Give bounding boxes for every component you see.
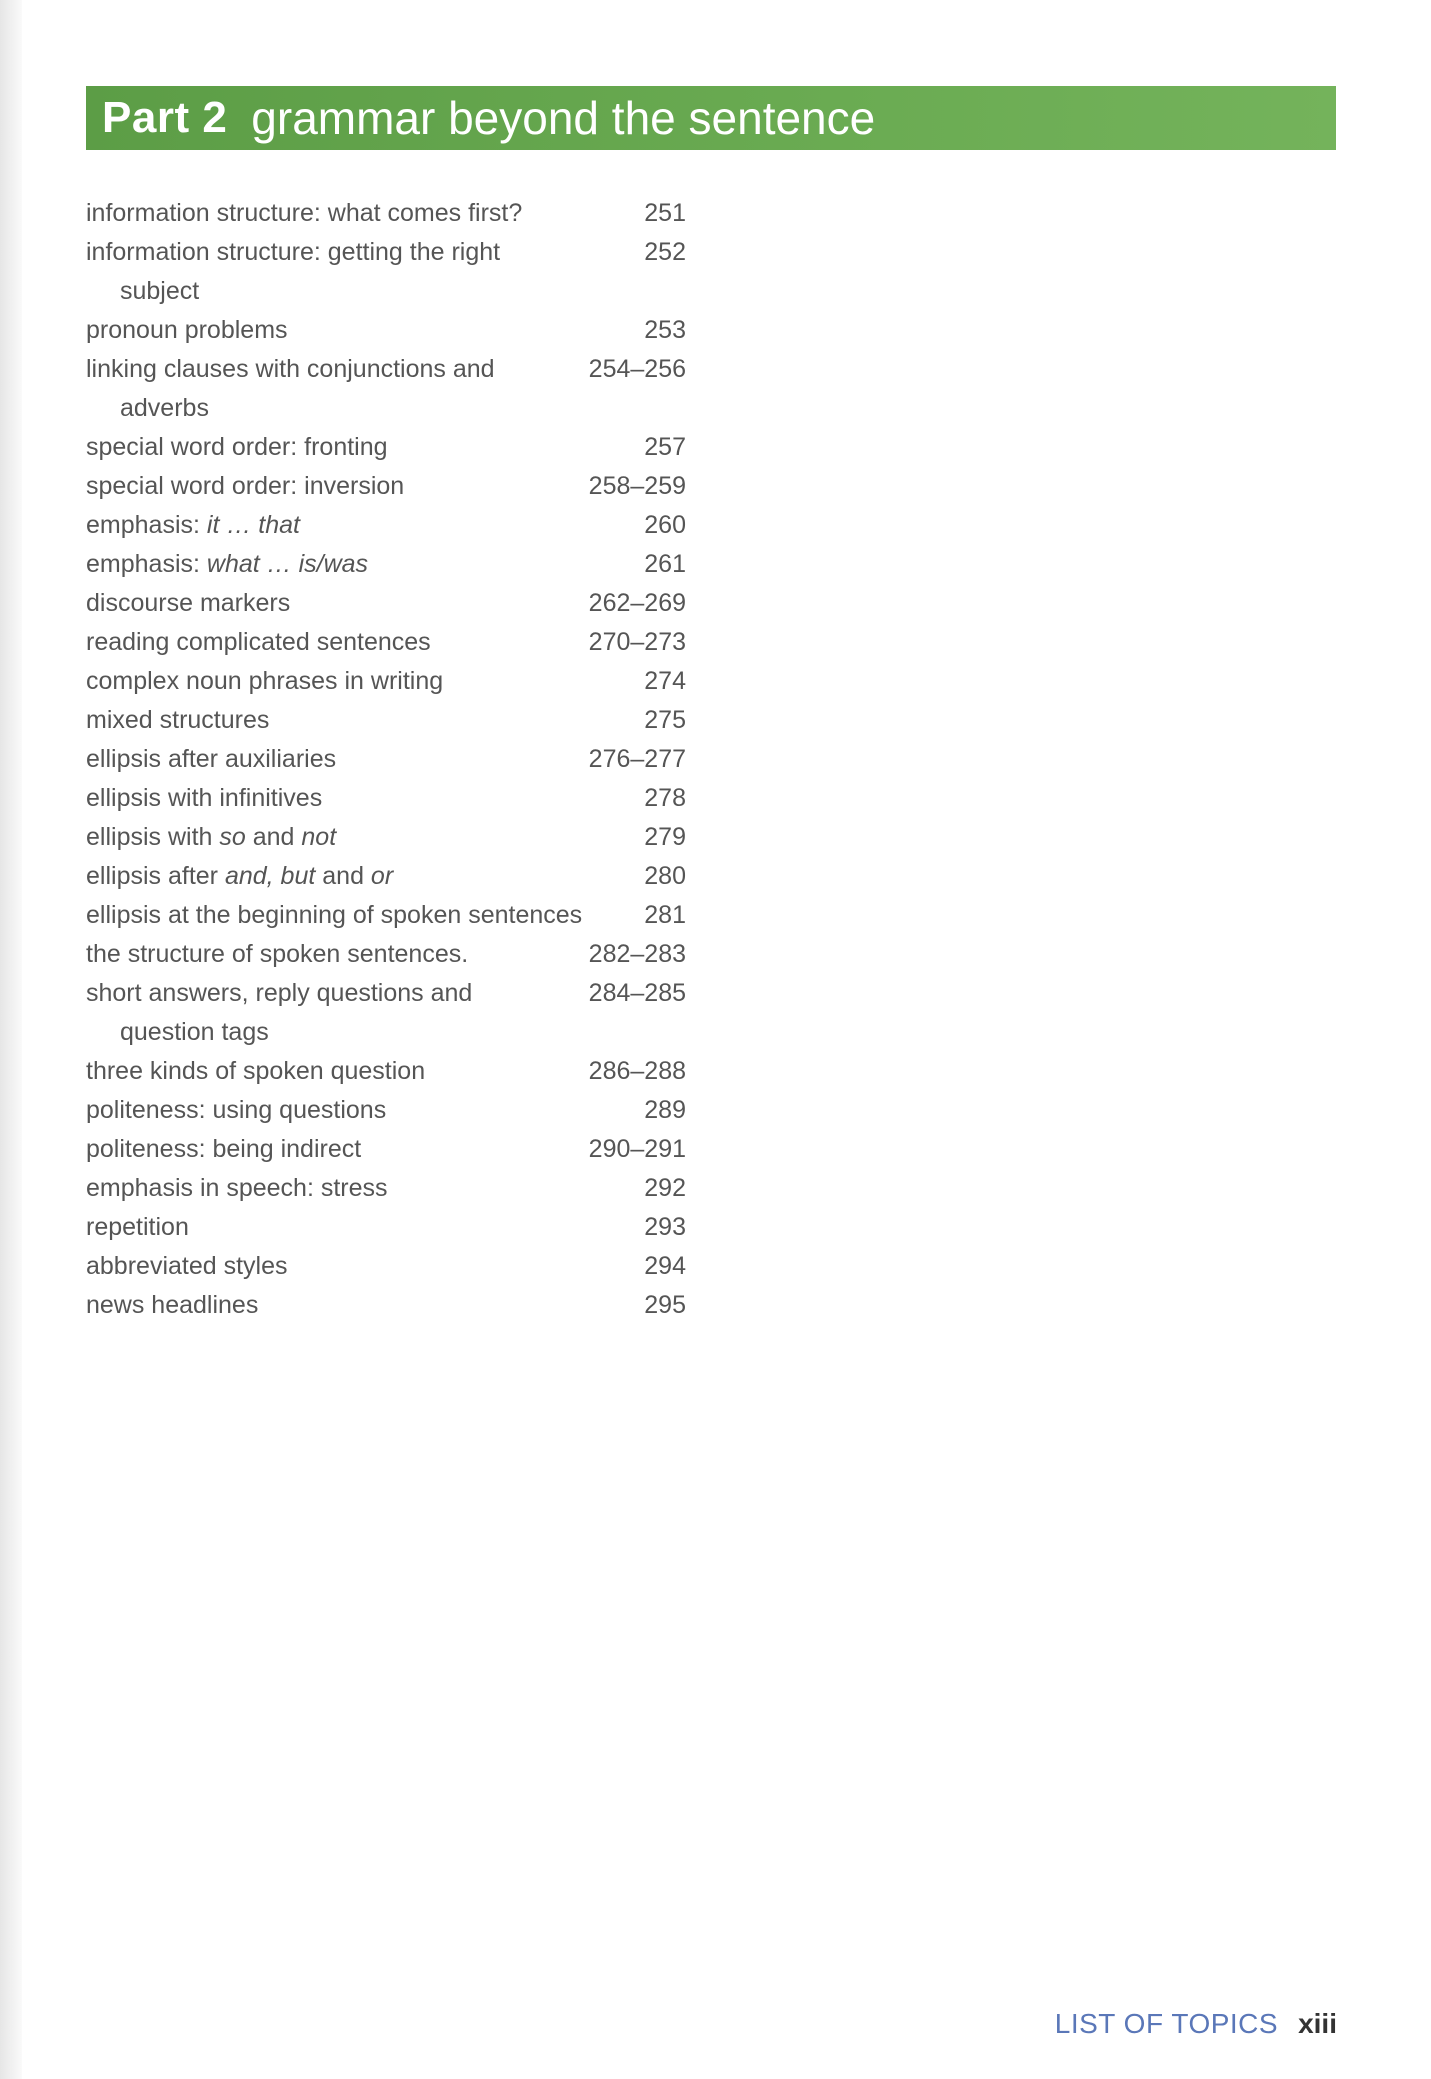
topic-pages: 276–277 [588,745,686,773]
topic-title-italic: not [301,823,337,851]
topic-pages: 253 [644,316,686,344]
topic-title: ellipsis at the beginning of spoken sentences [86,901,583,929]
topic-title-line: information structure: getting the right [86,238,501,266]
topic-title-text: emphasis: [86,550,207,578]
topic-title [86,974,589,1052]
topic-title-italic: so [219,823,246,851]
topic-title-text: emphasis: [86,511,207,539]
topic-pages: 290–291 [588,1135,686,1163]
topic-pages: 294 [644,1252,686,1280]
topic-title-italic: or [370,862,394,890]
list-item [86,935,686,974]
list-item [86,233,686,311]
page-edge-shadow [0,0,22,2079]
topic-title: special word order: fronting [86,433,388,461]
footer-label: LIST OF TOPICS [1054,2008,1279,2039]
topic-pages: 257 [644,433,686,461]
topic-title-continuation: question tags [120,1018,269,1046]
topic-title: politeness: being indirect [86,1135,362,1163]
list-item [86,1169,686,1208]
topic-title: complex noun phrases in writing [86,667,444,695]
topic-title: abbreviated styles [86,1252,288,1280]
list-item [86,1052,686,1091]
list-item [86,740,686,779]
page-footer [1055,2008,1337,2040]
topic-title-text: ellipsis with [86,823,220,851]
topic-pages: 278 [644,784,686,812]
list-item [86,1208,686,1247]
topic-title-italic: what … is/was [206,550,369,578]
topic-pages: 295 [644,1291,686,1319]
topic-title [86,857,606,896]
topic-pages: 275 [644,706,686,734]
topic-pages: 254–256 [588,355,686,383]
topic-title: emphasis in speech: stress [86,1174,388,1202]
topic-title [86,545,606,584]
list-item [86,857,686,896]
list-item [86,974,686,1052]
topic-title: information structure: what comes first? [86,199,523,227]
list-item [86,311,686,350]
topic-pages: 251 [644,199,686,227]
topic-pages: 280 [644,862,686,890]
list-item [86,467,686,506]
part-label: Part 2 [102,93,228,142]
topic-title-line: linking clauses with conjunctions and [86,355,495,383]
list-item [86,1286,686,1325]
section-banner [86,86,1336,150]
topic-pages: 252 [644,238,686,266]
topic-title [86,818,606,857]
topic-pages: 284–285 [588,979,686,1007]
topic-title-text: and [245,823,302,851]
list-item [86,779,686,818]
topic-title: pronoun problems [86,316,288,344]
topic-pages: 261 [644,550,686,578]
topic-title-text: and [315,862,371,890]
topic-title-italic: it … that [206,511,300,539]
topic-pages: 289 [644,1096,686,1124]
topic-pages: 260 [644,511,686,539]
topic-title: ellipsis after auxiliaries [86,745,337,773]
topic-title: special word order: inversion [86,472,405,500]
list-item [86,584,686,623]
topic-title [86,350,589,428]
topic-pages: 286–288 [588,1057,686,1085]
topic-title: repetition [86,1213,189,1241]
topic-title: mixed structures [86,706,270,734]
list-item [86,701,686,740]
topic-pages: 281 [644,901,686,929]
list-item [86,545,686,584]
topic-title-continuation: adverbs [120,394,209,422]
list-item [86,818,686,857]
topic-title-italic: and, but [224,862,316,890]
list-item [86,1130,686,1169]
page-number: xiii [1298,2008,1337,2039]
topic-pages: 274 [644,667,686,695]
topic-title: politeness: using questions [86,1096,387,1124]
topic-title: three kinds of spoken question [86,1057,426,1085]
list-item [86,662,686,701]
list-item [86,350,686,428]
topic-title [86,506,606,545]
topic-pages: 282–283 [588,940,686,968]
topic-title-continuation: subject [120,277,200,305]
list-item [86,1247,686,1286]
list-item [86,506,686,545]
topic-title: discourse markers [86,589,291,617]
topic-list [86,194,686,1325]
topic-title-line: short answers, reply questions and [86,979,473,1007]
topic-title-text: ellipsis after [86,862,225,890]
list-item [86,623,686,662]
topic-pages: 293 [644,1213,686,1241]
topic-title: news headlines [86,1291,259,1319]
topic-pages: 292 [644,1174,686,1202]
list-item [86,194,686,233]
list-item [86,896,686,935]
topic-pages: 262–269 [588,589,686,617]
list-item [86,1091,686,1130]
topic-title: the structure of spoken sentences. [86,940,469,968]
topic-title: ellipsis with infinitives [86,784,323,812]
topic-title [86,233,606,311]
list-item [86,428,686,467]
topic-title: reading complicated sentences [86,628,431,656]
section-heading: grammar beyond the sentence [251,92,876,144]
topic-pages: 279 [644,823,686,851]
topic-pages: 270–273 [588,628,686,656]
topic-pages: 258–259 [588,472,686,500]
